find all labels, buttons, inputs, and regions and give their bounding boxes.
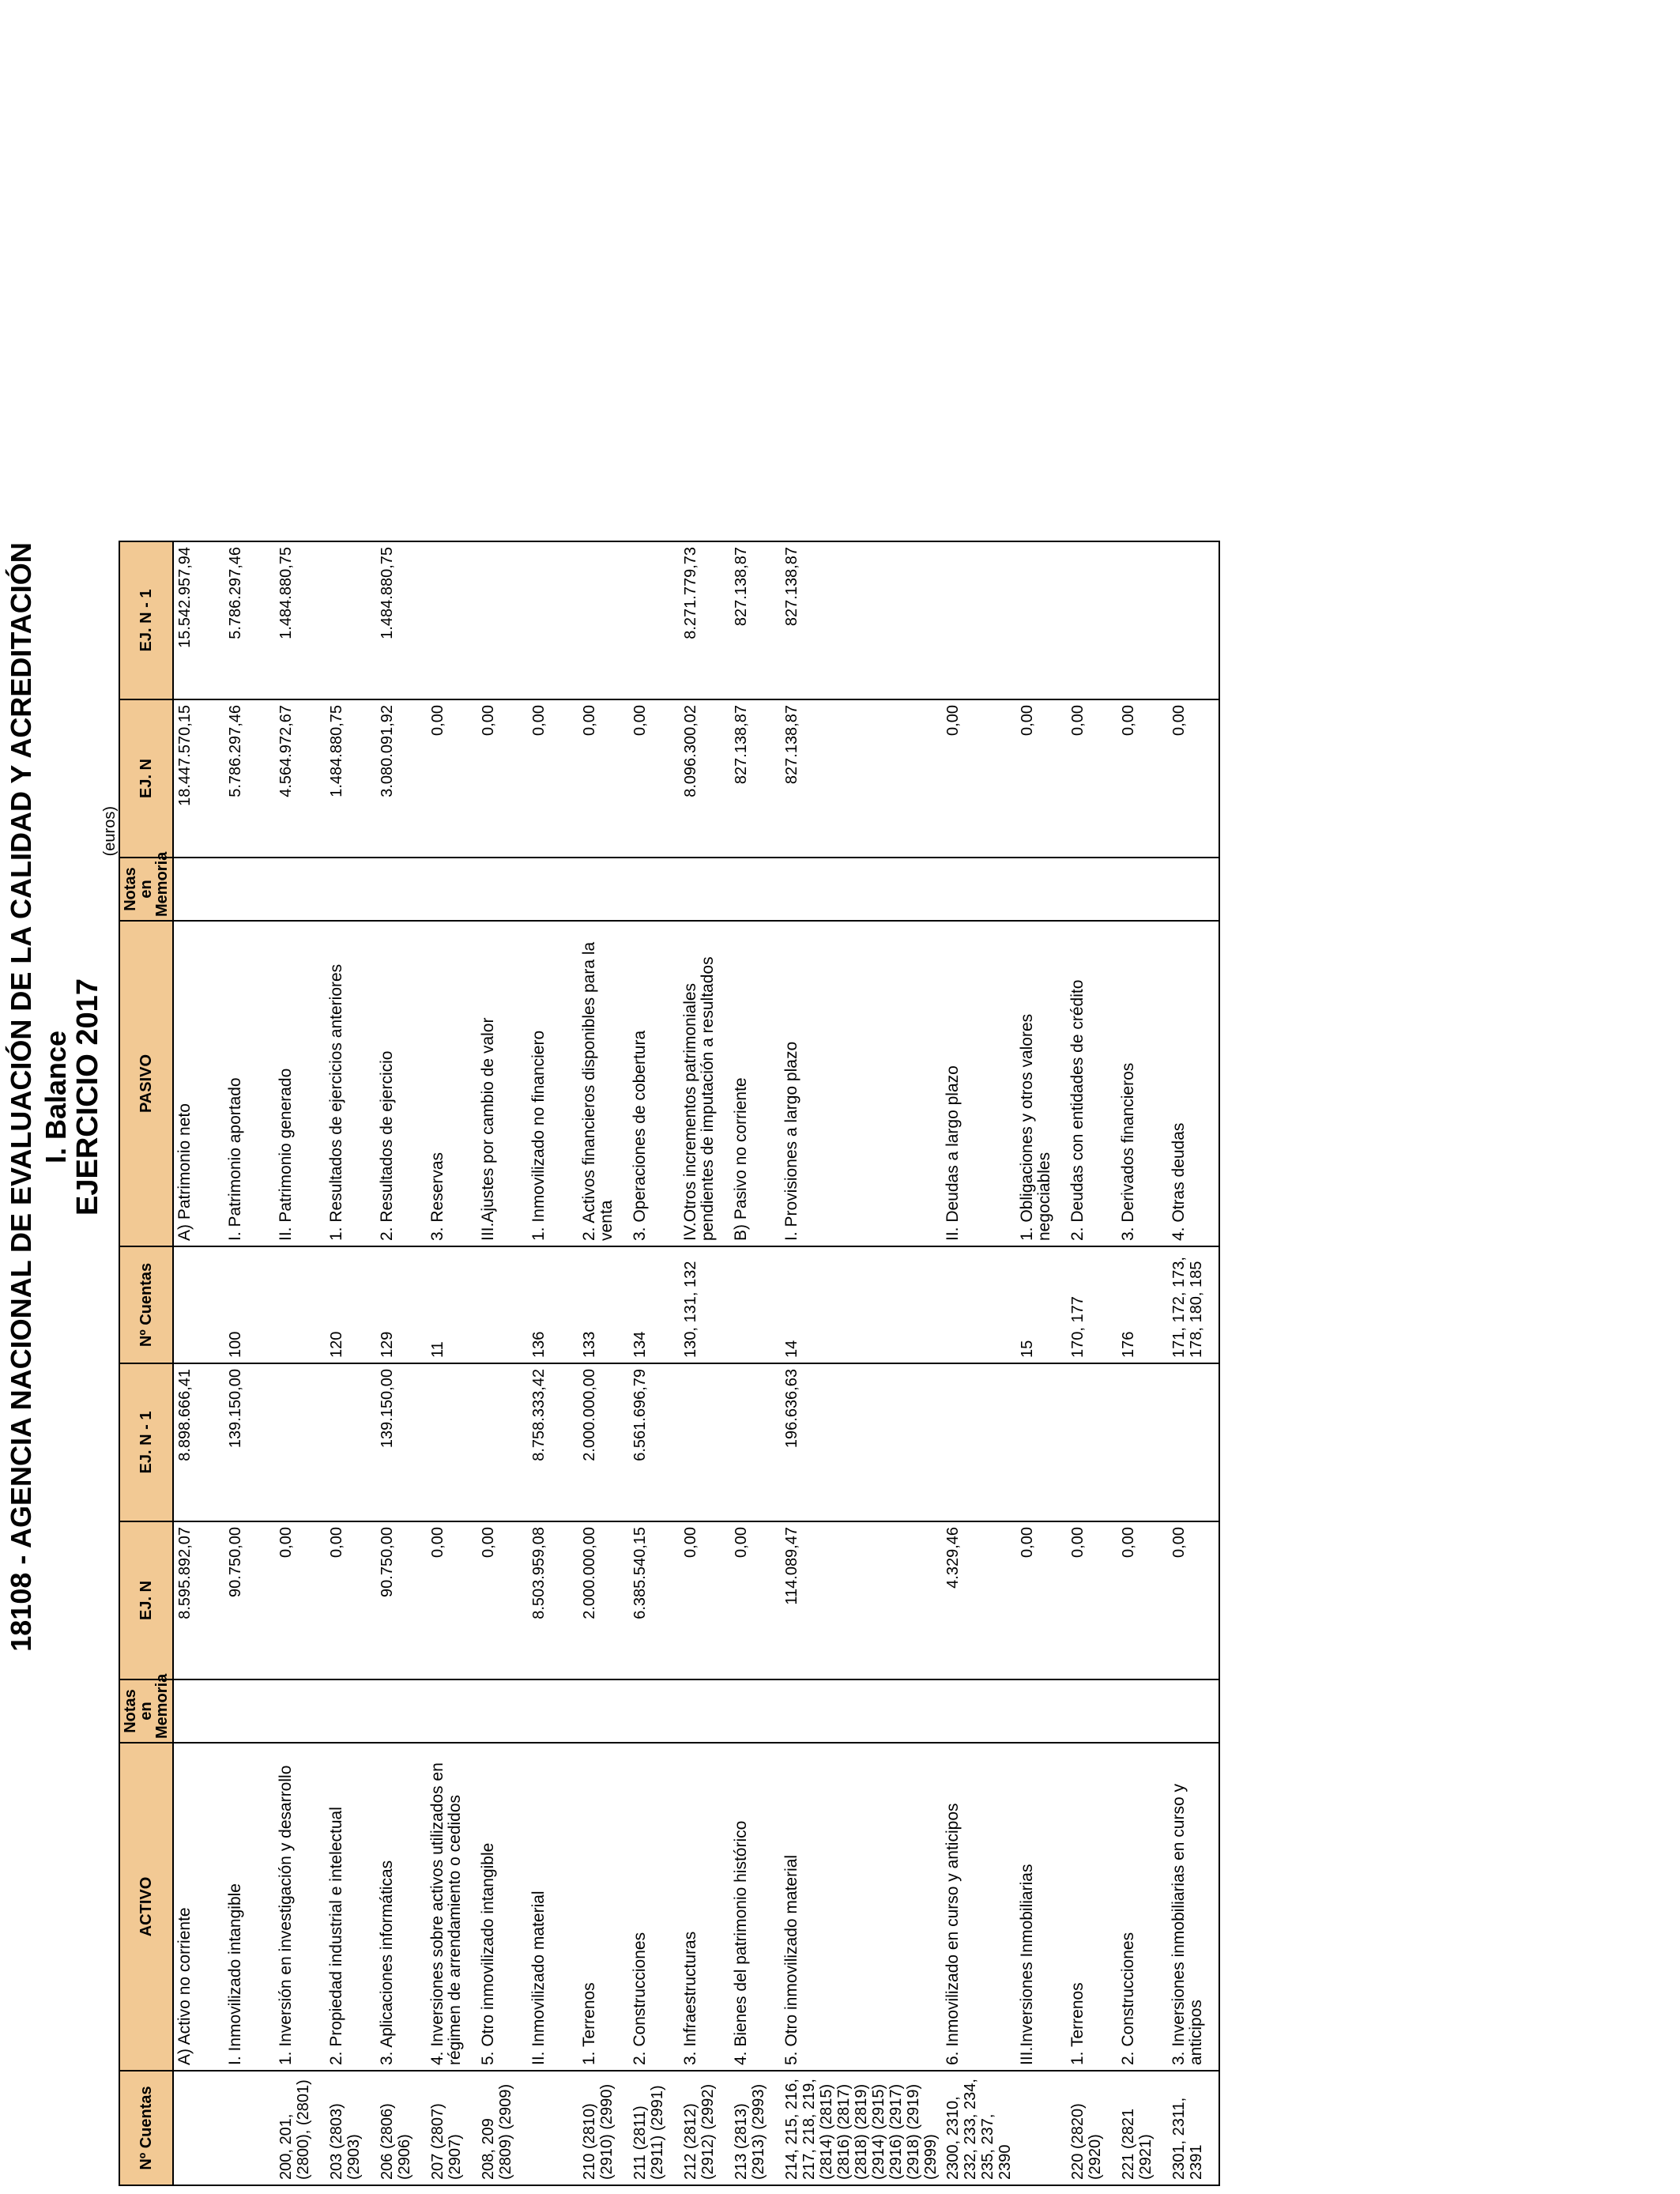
pasivo-ej-n-cell: 0,00 [578, 699, 629, 858]
activo-ej-n-cell: 8.503.959,08 [528, 1521, 578, 1679]
table-row [376, 67, 427, 2185]
activo-ej-n1-cell: 8.758.333,42 [528, 1363, 578, 1521]
table-row [629, 67, 680, 2185]
pasivo-ej-n1-cell: 827.138,87 [781, 541, 942, 699]
pasivo-ej-n1-cell: 827.138,87 [730, 541, 781, 699]
activo-ej-n1-cell [1168, 1363, 1219, 1521]
activo-notas-cell [1016, 1679, 1067, 1743]
activo-ej-n1-cell: 6.561.696,79 [629, 1363, 680, 1521]
blank-cell [427, 67, 477, 541]
activo-ej-n-cell: 6.385.540,15 [629, 1521, 680, 1679]
activo-concepto-cell: II. Inmovilizado material [528, 1743, 578, 2071]
activo-ej-n-cell: 0,00 [477, 1521, 528, 1679]
activo-cuentas-cell: 200, 201, (2800), (2801) [275, 2071, 326, 2185]
activo-notas-cell [326, 1679, 376, 1743]
pasivo-cuentas-cell: 11 [427, 1246, 477, 1363]
table-row [224, 67, 275, 2185]
activo-ej-n1-cell [275, 1363, 326, 1521]
blank-cell [1016, 67, 1067, 541]
pasivo-ej-n1-cell [1016, 541, 1067, 699]
pasivo-ej-n1-cell [1168, 541, 1219, 699]
blank-cell [275, 67, 326, 541]
pasivo-ej-n-cell: 0,00 [629, 699, 680, 858]
pasivo-concepto-cell: 2. Deudas con entidades de crédito [1067, 921, 1117, 1246]
pasivo-cuentas-cell: 136 [528, 1246, 578, 1363]
activo-concepto-cell: 4. Bienes del patrimonio histórico [730, 1743, 781, 2071]
pasivo-ej-n1-cell [326, 541, 376, 699]
pasivo-ej-n1-cell: 15.542.957,94 [173, 541, 224, 699]
activo-concepto-cell: 2. Propiedad industrial e intelectual [326, 1743, 376, 2071]
activo-concepto-cell: 1. Terrenos [1067, 1743, 1117, 2071]
activo-ej-n1-cell [1016, 1363, 1067, 1521]
pasivo-concepto-cell: 1. Inmovilizado no financiero [528, 921, 578, 1246]
pasivo-ej-n-cell: 0,00 [1067, 699, 1117, 858]
pasivo-ej-n-cell: 18.447.570,15 [173, 699, 224, 858]
table-row [781, 67, 942, 2185]
activo-ej-n1-cell [326, 1363, 376, 1521]
activo-ej-n1-cell [1117, 1363, 1168, 1521]
activo-concepto-cell: 6. Inmovilizado en curso y anticipos [942, 1743, 1016, 2071]
activo-ej-n1-cell [477, 1363, 528, 1521]
pasivo-notas-cell [680, 858, 730, 921]
activo-cuentas-cell: 210 (2810) (2910) (2990) [578, 2071, 629, 2185]
activo-ej-n-cell: 0,00 [326, 1521, 376, 1679]
activo-ej-n1-cell [427, 1363, 477, 1521]
table-row [275, 67, 326, 2185]
pasivo-ej-n-cell: 0,00 [427, 699, 477, 858]
pasivo-notas-cell [1117, 858, 1168, 921]
blank-cell [1067, 67, 1117, 541]
pasivo-notas-cell [578, 858, 629, 921]
pasivo-ej-n-cell: 0,00 [942, 699, 1016, 858]
activo-ej-n-cell: 2.000.000,00 [578, 1521, 629, 1679]
activo-ej-n-cell: 0,00 [1168, 1521, 1219, 1679]
activo-notas-cell [376, 1679, 427, 1743]
pasivo-ej-n-cell: 0,00 [1168, 699, 1219, 858]
activo-cuentas-cell [173, 2071, 224, 2185]
activo-notas-cell [528, 1679, 578, 1743]
activo-ej-n1-cell [730, 1363, 781, 1521]
blank-cell [1117, 67, 1168, 541]
activo-concepto-cell: 1. Terrenos [578, 1743, 629, 2071]
pasivo-concepto-cell: I. Patrimonio aportado [224, 921, 275, 1246]
blank-cell [578, 67, 629, 541]
section-title: I. Balance [40, 1030, 72, 1164]
activo-cuentas-cell: 221 (2821 (2921) [1117, 2071, 1168, 2185]
pasivo-ej-n1-cell [427, 541, 477, 699]
activo-ej-n1-cell [942, 1363, 1016, 1521]
pasivo-ej-n1-cell [629, 541, 680, 699]
blank-cell [477, 67, 528, 541]
activo-cuentas-cell: 203 (2803) (2903) [326, 2071, 376, 2185]
blank-cell [173, 67, 224, 541]
pasivo-cuentas-cell [730, 1246, 781, 1363]
pasivo-cuentas-cell: 130, 131, 132 [680, 1246, 730, 1363]
table-row [730, 67, 781, 2185]
table-row [427, 67, 477, 2185]
pasivo-ej-n1-cell [578, 541, 629, 699]
pasivo-cuentas-cell: 134 [629, 1246, 680, 1363]
pasivo-cuentas-cell [477, 1246, 528, 1363]
pasivo-cuentas-cell: 129 [376, 1246, 427, 1363]
table-row [1117, 67, 1168, 2185]
pasivo-ej-n1-cell: 1.484.880,75 [275, 541, 326, 699]
activo-ej-n1-cell: 196.636,63 [781, 1363, 942, 1521]
pasivo-notas-cell [781, 858, 942, 921]
table-row [578, 67, 629, 2185]
activo-concepto-cell: 2. Construcciones [1117, 1743, 1168, 2071]
activo-notas-cell [578, 1679, 629, 1743]
blank-cell [730, 67, 781, 541]
blank-cell [1168, 67, 1219, 541]
pasivo-concepto-cell: IV.Otros incrementos patrimoniales pendientes de imputación a resultados [680, 921, 730, 1246]
activo-notas-cell [1067, 1679, 1117, 1743]
activo-ej-n1-cell: 8.898.666,41 [173, 1363, 224, 1521]
pasivo-ej-n1-cell [942, 541, 1016, 699]
table-row [1016, 67, 1067, 2185]
currency-unit: (euros) [101, 806, 119, 857]
fiscal-year-title: EJERCICIO 2017 [71, 978, 104, 1216]
pasivo-ej-n1-cell [477, 541, 528, 699]
pasivo-notas-cell [730, 858, 781, 921]
activo-ej-n-cell: 0,00 [730, 1521, 781, 1679]
pasivo-cuentas-cell: 14 [781, 1246, 942, 1363]
activo-ej-n-cell: 90.750,00 [224, 1521, 275, 1679]
pasivo-notas-cell [1016, 858, 1067, 921]
activo-ej-n-cell: 8.595.892,07 [173, 1521, 224, 1679]
blank-cell [781, 67, 942, 541]
activo-notas-cell [1117, 1679, 1168, 1743]
header-cuentas-activo: Nº Cuentas [119, 2071, 173, 2185]
activo-ej-n1-cell: 139.150,00 [376, 1363, 427, 1521]
activo-concepto-cell: 5. Otro inmovilizado intangible [477, 1743, 528, 2071]
pasivo-notas-cell [1168, 858, 1219, 921]
pasivo-ej-n-cell: 827.138,87 [730, 699, 781, 858]
header-ej-n-activo: EJ. N [119, 1521, 173, 1679]
activo-cuentas-cell: 206 (2806) (2906) [376, 2071, 427, 2185]
activo-ej-n-cell: 0,00 [1016, 1521, 1067, 1679]
pasivo-concepto-cell: B) Pasivo no corriente [730, 921, 781, 1246]
table-row [528, 67, 578, 2185]
activo-ej-n-cell: 114.089,47 [781, 1521, 942, 1679]
blank-cell [326, 67, 376, 541]
activo-concepto-cell: 2. Construcciones [629, 1743, 680, 2071]
pasivo-ej-n-cell: 8.096.300,02 [680, 699, 730, 858]
activo-cuentas-cell: 211 (2811) (2911) (2991) [629, 2071, 680, 2185]
pasivo-notas-cell [477, 858, 528, 921]
pasivo-ej-n1-cell [528, 541, 578, 699]
header-cuentas-pasivo: Nº Cuentas [119, 1246, 173, 1363]
activo-ej-n-cell: 0,00 [680, 1521, 730, 1679]
activo-ej-n1-cell: 2.000.000,00 [578, 1363, 629, 1521]
activo-notas-cell [224, 1679, 275, 1743]
header-notas-activo: Notas en Memoria [119, 1679, 173, 1743]
pasivo-ej-n1-cell: 5.786.297,46 [224, 541, 275, 699]
activo-cuentas-cell [528, 2071, 578, 2185]
pasivo-notas-cell [275, 858, 326, 921]
pasivo-concepto-cell: 4. Otras deudas [1168, 921, 1219, 1246]
table-row [477, 67, 528, 2185]
activo-notas-cell [629, 1679, 680, 1743]
activo-cuentas-cell: 208, 209 (2809) (2909) [477, 2071, 528, 2185]
activo-notas-cell [427, 1679, 477, 1743]
table-row [326, 67, 376, 2185]
pasivo-notas-cell [942, 858, 1016, 921]
pasivo-cuentas-cell: 170, 177 [1067, 1246, 1117, 1363]
pasivo-cuentas-cell: 171, 172, 173, 178, 180, 185 [1168, 1246, 1219, 1363]
pasivo-ej-n-cell: 3.080.091,92 [376, 699, 427, 858]
table-row [1067, 67, 1117, 2185]
pasivo-notas-cell [326, 858, 376, 921]
activo-cuentas-cell: 2301, 2311, 2391 [1168, 2071, 1219, 2185]
header-row [119, 67, 173, 2185]
pasivo-ej-n1-cell: 8.271.779,73 [680, 541, 730, 699]
activo-cuentas-cell: 212 (2812) (2912) (2992) [680, 2071, 730, 2185]
pasivo-ej-n-cell: 0,00 [528, 699, 578, 858]
activo-cuentas-cell: 214, 215, 216, 217, 218, 219, (2814) (2815) (2816) (2817) (2818) (2819) (2914) (2915) (2916) (2917) (2918) (2919) (2999) [781, 2071, 942, 2185]
blank-cell [942, 67, 1016, 541]
blank-cell [376, 67, 427, 541]
pasivo-concepto-cell: 1. Resultados de ejercicios anteriores [326, 921, 376, 1246]
activo-cuentas-cell [1016, 2071, 1067, 2185]
pasivo-concepto-cell: 3. Derivados financieros [1117, 921, 1168, 1246]
pasivo-concepto-cell: 3. Reservas [427, 921, 477, 1246]
activo-concepto-cell: I. Inmovilizado intangible [224, 1743, 275, 2071]
activo-ej-n1-cell: 139.150,00 [224, 1363, 275, 1521]
pasivo-concepto-cell: II. Deudas a largo plazo [942, 921, 1016, 1246]
table-row [173, 67, 224, 2185]
pasivo-ej-n-cell: 4.564.972,67 [275, 699, 326, 858]
pasivo-cuentas-cell [275, 1246, 326, 1363]
header-ej-n-pasivo: EJ. N [119, 699, 173, 858]
pasivo-concepto-cell: III.Ajustes por cambio de valor [477, 921, 528, 1246]
pasivo-cuentas-cell [173, 1246, 224, 1363]
pasivo-cuentas-cell: 120 [326, 1246, 376, 1363]
pasivo-concepto-cell: 1. Obligaciones y otros valores negociables [1016, 921, 1067, 1246]
activo-notas-cell [173, 1679, 224, 1743]
activo-concepto-cell: 3. Infraestructuras [680, 1743, 730, 2071]
blank-cell [680, 67, 730, 541]
pasivo-concepto-cell: 2. Resultados de ejercicio [376, 921, 427, 1246]
activo-cuentas-cell [224, 2071, 275, 2185]
pasivo-notas-cell [224, 858, 275, 921]
pasivo-notas-cell [629, 858, 680, 921]
activo-concepto-cell: 1. Inversión en investigación y desarrollo [275, 1743, 326, 2071]
activo-cuentas-cell: 207 (2807) (2907) [427, 2071, 477, 2185]
activo-notas-cell [1168, 1679, 1219, 1743]
pasivo-cuentas-cell [942, 1246, 1016, 1363]
activo-cuentas-cell: 2300, 2310, 232, 233, 234, 235, 237, 2390 [942, 2071, 1016, 2185]
activo-concepto-cell: A) Activo no corriente [173, 1743, 224, 2071]
blank-cell [224, 67, 275, 541]
activo-cuentas-cell: 220 (2820) (2920) [1067, 2071, 1117, 2185]
activo-concepto-cell: III.Inversiones Inmobiliarias [1016, 1743, 1067, 2071]
pasivo-notas-cell [376, 858, 427, 921]
table-row [680, 67, 730, 2185]
pasivo-notas-cell [528, 858, 578, 921]
activo-notas-cell [477, 1679, 528, 1743]
pasivo-ej-n1-cell: 1.484.880,75 [376, 541, 427, 699]
activo-ej-n-cell: 0,00 [427, 1521, 477, 1679]
activo-concepto-cell: 5. Otro inmovilizado material [781, 1743, 942, 2071]
activo-concepto-cell: 3. Inversiones inmobiliarias en curso y anticipos [1168, 1743, 1219, 2071]
activo-ej-n-cell: 0,00 [1067, 1521, 1117, 1679]
header-ej-n1-pasivo: EJ. N - 1 [119, 541, 173, 699]
activo-ej-n-cell: 0,00 [275, 1521, 326, 1679]
pasivo-notas-cell [427, 858, 477, 921]
pasivo-ej-n1-cell [1067, 541, 1117, 699]
activo-notas-cell [942, 1679, 1016, 1743]
activo-ej-n-cell: 90.750,00 [376, 1521, 427, 1679]
pasivo-notas-cell [173, 858, 224, 921]
activo-notas-cell [781, 1679, 942, 1743]
pasivo-cuentas-cell: 133 [578, 1246, 629, 1363]
pasivo-cuentas-cell: 100 [224, 1246, 275, 1363]
pasivo-ej-n-cell: 0,00 [1016, 699, 1067, 858]
pasivo-cuentas-cell: 15 [1016, 1246, 1067, 1363]
table-row [942, 67, 1016, 2185]
activo-ej-n-cell: 4.329,46 [942, 1521, 1016, 1679]
blank-cell [528, 67, 578, 541]
pasivo-ej-n-cell: 5.786.297,46 [224, 699, 275, 858]
pasivo-concepto-cell: II. Patrimonio generado [275, 921, 326, 1246]
header-ej-n1-activo: EJ. N - 1 [119, 1363, 173, 1521]
header-activo: ACTIVO [119, 1743, 173, 2071]
activo-notas-cell [275, 1679, 326, 1743]
header-notas-pasivo: Notas en Memoria [119, 858, 173, 921]
pasivo-ej-n1-cell [1117, 541, 1168, 699]
pasivo-concepto-cell: I. Provisiones a largo plazo [781, 921, 942, 1246]
table-row [1168, 67, 1219, 2185]
blank-cell [629, 67, 680, 541]
blank-area [119, 67, 173, 541]
activo-ej-n-cell: 0,00 [1117, 1521, 1168, 1679]
activo-ej-n1-cell [680, 1363, 730, 1521]
pasivo-notas-cell [1067, 858, 1117, 921]
pasivo-concepto-cell: 3. Operaciones de cobertura [629, 921, 680, 1246]
activo-ej-n1-cell [1067, 1363, 1117, 1521]
document-title: 18108 - AGENCIA NACIONAL DE EVALUACIÓN DE LA CALIDAD Y ACREDITACIÓN [5, 542, 37, 1652]
pasivo-ej-n-cell: 1.484.880,75 [326, 699, 376, 858]
activo-cuentas-cell: 213 (2813) (2913) (2993) [730, 2071, 781, 2185]
activo-concepto-cell: 3. Aplicaciones informáticas [376, 1743, 427, 2071]
pasivo-concepto-cell: 2. Activos financieros disponibles para la venta [578, 921, 629, 1246]
pasivo-concepto-cell: A) Patrimonio neto [173, 921, 224, 1246]
pasivo-cuentas-cell: 176 [1117, 1246, 1168, 1363]
pasivo-ej-n-cell: 0,00 [1117, 699, 1168, 858]
pasivo-ej-n-cell: 827.138,87 [781, 699, 942, 858]
activo-concepto-cell: 4. Inversiones sobre activos utilizados en régimen de arrendamiento o cedidos [427, 1743, 477, 2071]
activo-notas-cell [730, 1679, 781, 1743]
balance-table [119, 66, 1220, 2186]
header-pasivo: PASIVO [119, 921, 173, 1246]
pasivo-ej-n-cell: 0,00 [477, 699, 528, 858]
activo-notas-cell [680, 1679, 730, 1743]
